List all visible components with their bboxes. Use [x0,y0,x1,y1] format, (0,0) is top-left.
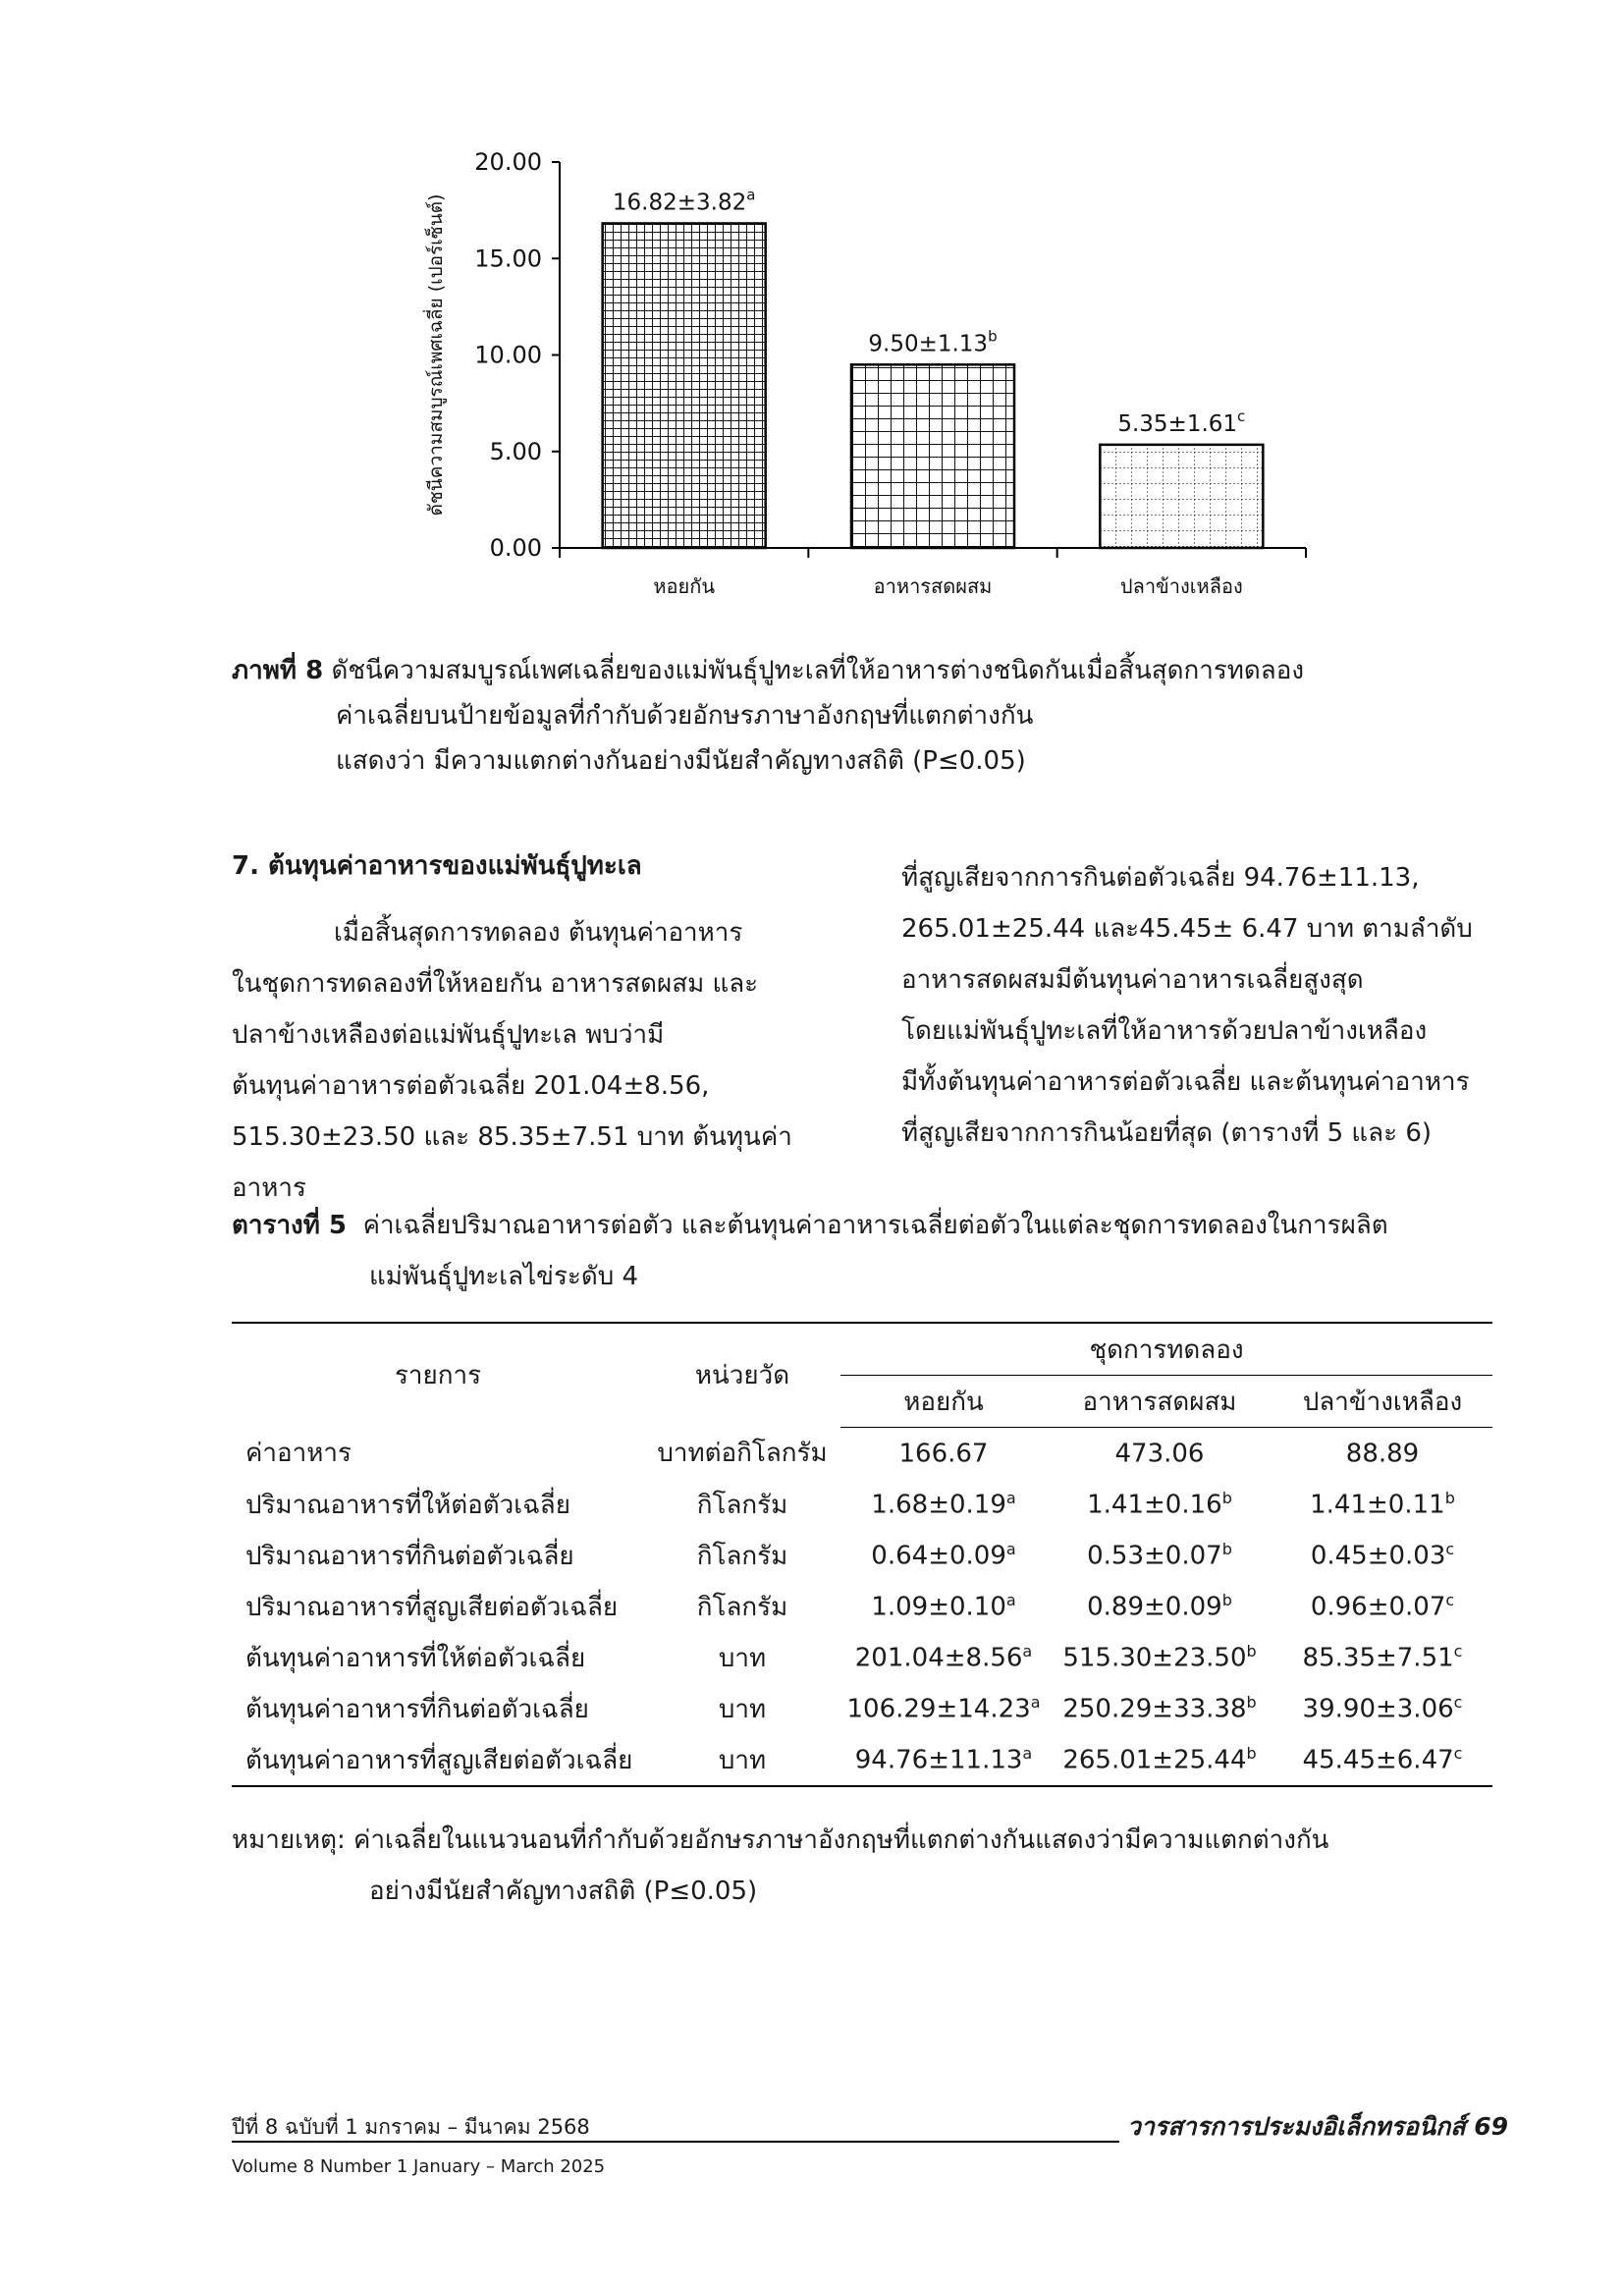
table-row [232,1530,1492,1581]
table-label: ตารางที่ 5 [232,1211,348,1240]
header-treatment-1: หอยกัน [840,1376,1047,1428]
row-item: ต้นทุนค่าอาหารที่กินต่อตัวเฉลี่ย [245,1694,589,1724]
data-table [232,1322,1492,1787]
row-item: ปริมาณอาหารที่กินต่อตัวเฉลี่ย [245,1541,574,1571]
header-group: ชุดการทดลอง [840,1323,1492,1376]
cell-value: 201.04±8.56$^a$ [854,1642,1033,1673]
bar-chart [393,137,1316,609]
y-tick-label: 15.00 [474,245,542,273]
table-caption-line1: ค่าเฉลี่ยปริมาณอาหารต่อตัว และต้นทุนค่าอาหารเฉลี่ยต่อตัวในแต่ละชุดการทดลองในการผลิต [362,1211,1388,1240]
cell-value: 265.01±25.44$^b$ [1047,1734,1272,1786]
row-unit: บาท [718,1643,767,1673]
chart-svg [393,137,1316,609]
cell-value: 106.29±14.23$^a$ [846,1693,1041,1724]
x-category-label: ปลาข้างเหลือง [1119,574,1243,598]
y-tick-label: 0.00 [489,534,542,562]
row-item: ปริมาณอาหารที่ให้ต่อตัวเฉลี่ย [245,1490,570,1520]
row-item: ปริมาณอาหารที่สูญเสียต่อตัวเฉลี่ย [245,1592,619,1622]
table-note [232,1815,1508,1917]
footer-volume-english: Volume 8 Number 1 January – March 2025 [232,2156,606,2177]
cell-value: 0.45±0.03$^c$ [1310,1540,1455,1571]
header-treatment-2: อาหารสดผสม [1047,1376,1272,1428]
row-unit: บาท [718,1694,767,1724]
para-line: ที่สูญเสียจากการกินต่อตัวเฉลี่ย 94.76±11.13, [901,863,1420,893]
cell-value: 0.53±0.07$^b$ [1087,1540,1232,1571]
para-line: ต้นทุนค่าอาหารต่อตัวเฉลี่ย 201.04±8.56, [232,1071,710,1101]
table-row [232,1581,1492,1632]
para-line: 515.30±23.50 และ 85.35±7.51 บาท ต้นทุนค่าอาหาร [232,1122,792,1203]
cell-value: 1.41±0.11$^b$ [1310,1489,1455,1520]
row-unit: กิโลกรัม [696,1592,788,1622]
data-label: 16.82±3.82$^a$ [612,186,756,216]
row-unit: บาท [644,1734,840,1786]
figure-caption-line2: ค่าเฉลี่ยบนป้ายข้อมูลที่กำกับด้วยอักษรภาษาอังกฤษที่แตกต่างกัน [336,701,1034,731]
cell-value: 39.90±3.06$^c$ [1302,1693,1463,1724]
header-treatment-3: ปลาข้างเหลือง [1272,1376,1492,1428]
para-line: เมื่อสิ้นสุดการทดลอง ต้นทุนค่าอาหาร [334,918,743,948]
cell-value: 94.76±11.13$^a$ [840,1734,1047,1786]
table-row [232,1683,1492,1734]
row-unit: บาทต่อกิโลกรัม [657,1439,828,1469]
table-caption-line2: แม่พันธุ์ปูทะเลไข่ระดับ 4 [369,1262,639,1291]
cell-value: 88.89 [1345,1439,1420,1469]
para-line: โดยแม่พันธุ์ปูทะเลที่ให้อาหารด้วยปลาข้างเหลือง [901,1016,1428,1046]
data-label: 5.35±1.61$^c$ [1117,407,1246,437]
table-row [232,1734,1492,1786]
cell-value: 250.29±33.38$^b$ [1062,1693,1257,1724]
cell-value: 166.67 [898,1439,989,1469]
x-category-label: หอยกัน [653,574,716,598]
para-line: มีทั้งต้นทุนค่าอาหารต่อตัวเฉลี่ย และต้นทุนค่าอาหาร [901,1067,1470,1097]
row-item: ค่าอาหาร [245,1439,352,1469]
figure-caption [232,648,1508,784]
table-row [232,1428,1492,1480]
table-caption [232,1200,1508,1302]
cell-value: 0.96±0.07$^c$ [1310,1591,1455,1622]
y-tick-label: 5.00 [489,437,542,465]
section-left-column [232,841,811,1214]
header-item: รายการ [232,1323,644,1428]
y-tick-label: 10.00 [474,341,542,369]
section-title: 7. ต้นทุนค่าอาหารของแม่พันธุ์ปูทะเล [232,851,642,881]
bar [851,364,1014,548]
cell-value: 85.35±7.51$^c$ [1302,1642,1463,1673]
para-line: ในชุดการทดลองที่ให้หอยกัน อาหารสดผสม และ [232,969,759,999]
para-line: ปลาข้างเหลืองต่อแม่พันธุ์ปูทะเล พบว่ามี [232,1020,665,1050]
figure-caption-line3: แสดงว่า มีความแตกต่างกันอย่างมีนัยสำคัญทางสถิติ (P≤0.05) [336,746,1026,776]
cell-value: 0.64±0.09$^a$ [871,1540,1016,1571]
figure-caption-line1: ดัชนีความสมบูรณ์เพศเฉลี่ยของแม่พันธุ์ปูทะเลที่ให้อาหารต่างชนิดกันเมื่อสิ้นสุดการทดลอง [331,656,1305,685]
figure-label: ภาพที่ 8 [232,656,324,685]
cell-value: 45.45±6.47$^c$ [1272,1734,1492,1786]
para-line: 265.01±25.44 และ45.45± 6.47 บาท ตามลำดับ [901,914,1473,944]
data-label: 9.50±1.13$^b$ [868,327,998,357]
footer-volume-thai: ปีที่ 8 ฉบับที่ 1 มกราคม – มีนาคม 2568 [232,2115,590,2139]
cell-value: 0.89±0.09$^b$ [1087,1591,1232,1622]
cell-value: 515.30±23.50$^b$ [1062,1642,1257,1673]
bar [1100,445,1263,548]
row-item: ต้นทุนค่าอาหารที่สูญเสียต่อตัวเฉลี่ย [232,1734,644,1786]
cell-value: 1.68±0.19$^a$ [871,1489,1016,1520]
section-right-column [901,852,1490,1159]
cell-value: 1.41±0.16$^b$ [1087,1489,1232,1520]
x-category-label: อาหารสดผสม [873,574,993,598]
y-axis-label: ดัชนีความสมบูรณ์เพศเฉลี่ย (เปอร์เซ็นต์) [425,193,447,517]
y-tick-label: 20.00 [474,148,542,176]
row-item: ต้นทุนค่าอาหารที่ให้ต่อตัวเฉลี่ย [245,1643,586,1673]
footer-journal-page: วารสารการประมงอิเล็กทรอนิกส์ 69 [1119,2107,1508,2147]
cell-value: 1.09±0.10$^a$ [871,1591,1016,1622]
header-unit: หน่วยวัด [644,1323,840,1428]
cell-value: 473.06 [1114,1439,1205,1469]
para-line: อาหารสดผสมมีต้นทุนค่าอาหารเฉลี่ยสูงสุด [901,965,1364,995]
table-row [232,1479,1492,1530]
bar [603,223,766,548]
table-row [232,1632,1492,1683]
para-line: ที่สูญเสียจากการกินน้อยที่สุด (ตารางที่ 5 และ 6) [901,1118,1433,1148]
row-unit: กิโลกรัม [696,1541,788,1571]
note-line1: หมายเหตุ: ค่าเฉลี่ยในแนวนอนที่กำกับด้วยอักษรภาษาอังกฤษที่แตกต่างกันแสดงว่ามีความแตกต่างกัน [232,1825,1329,1855]
row-unit: กิโลกรัม [696,1490,788,1520]
note-line2: อย่างมีนัยสำคัญทางสถิติ (P≤0.05) [369,1877,758,1906]
